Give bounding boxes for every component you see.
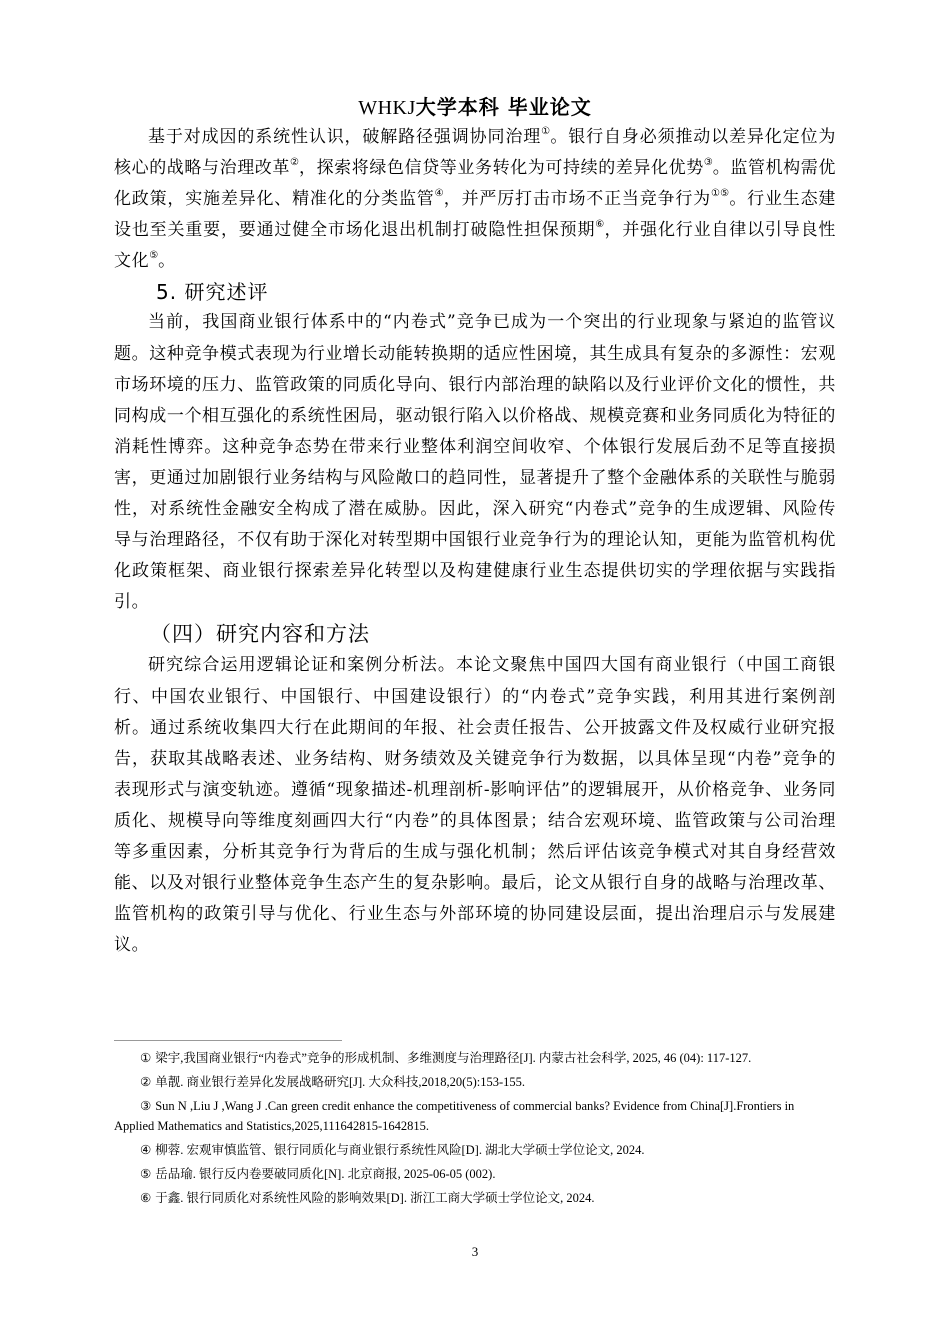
footnotes [114, 1048, 836, 1212]
footnote-reference: ③ [703, 157, 713, 169]
paragraph-text-run: ，并严厉打击市场不正当竞争行为 [443, 189, 711, 210]
footnote-divider [114, 1040, 342, 1041]
paragraph-text-run: 。监管机构需优化政策，实施差异化、精准化的分类监管 [114, 158, 836, 210]
paragraph-research-review: 当前，我国商业银行体系中的“内卷式”竞争已成为一个突出的行业现象与紧迫的监管议题。这种竞争模式表现为行业增长动能转换期的适应性困境，其生成具有复杂的多源性：宏观市场环境的压力、监管政策的同质化导向、银行内部治理的缺陷以及行业评价文化的惯性，共同构成一个相互强化的系统性困局，驱动银行陷入以价格战、规模竞赛和业务同质化为特征的消耗性博弈。这种竞争态势在带来行业整体利润空间收窄、个体银行发展后劲不足等直接损害，更通过加剧银行业务结构与风险敞口的趋同性，显著提升了整个金融体系的关联性与脆弱性，对系统性金融安全构成了潜在威胁。因此，深入研究“内卷式”竞争的生成逻辑、风险传导与治理路径，不仅有助于深化对转型期中国银行业竞争行为的理论认知，更能为监管机构优化政策框架、商业银行探索差异化转型以及构建健康行业生态提供切实的学理依据与实践指引。 [114, 312, 836, 613]
paragraph-text-run: 。银行自身必须推动以差异化定位为核心的战略与治理改革 [114, 127, 836, 179]
footnote-text: 梁宇,我国商业银行“内卷式”竞争的形成机制、多维测度与治理路径[J]. 内蒙古社会科学, 2025, 46 (04): 117-127. [155, 1051, 752, 1065]
footnote-text: Sun N ,Liu J ,Wang J .Can green credit enhance the competitiveness of commercial banks? Evidence from China[J].Frontiers in Applied Mathematics and Statistics,2025,111642815-1642815. [114, 1099, 795, 1133]
footnote-mark: ⑥ [140, 1190, 152, 1205]
footnote-reference: ⑥ [595, 219, 605, 231]
paragraph-text-run: ，并强化行业自律以引导良性文化 [114, 220, 837, 272]
paragraph-governance [114, 122, 836, 277]
footnote-mark: ⑤ [140, 1166, 152, 1181]
page-header [0, 94, 950, 121]
heading-research-review: 5. 研究述评 [156, 280, 269, 305]
footnote-text: 于鑫. 银行同质化对系统性风险的影响效果[D]. 浙江工商大学硕士学位论文, 2024. [155, 1191, 595, 1205]
footnote-reference: ①⑤ [710, 188, 730, 200]
heading-research-content-methods: （四）研究内容和方法 [150, 622, 370, 647]
paragraph-research-methods: 研究综合运用逻辑论证和案例分析法。本论文聚焦中国四大国有商业银行（中国工商银行、中国农业银行、中国银行、中国建设银行）的“内卷式”竞争实践，利用其进行案例剖析。通过系统收集四大行在此期间的年报、社会责任报告、公开披露文件及权威行业研究报告，获取其战略表述、业务结构、财务绩效及关键竞争行为数据，以具体呈现“内卷”竞争的表现形式与演变轨迹。遵循“现象描述-机理剖析-影响评估”的逻辑展开，从价格竞争、业务同质化、规模导向等维度刻画四大行“内卷”的具体图景；结合宏观环境、监管政策与公司治理等多重因素，分析其竞争行为背后的生成与强化机制；然后评估该竞争模式对其自身经营效能、以及对银行业整体竞争生态产生的复杂影响。最后，论文从银行自身的战略与治理改革、监管机构的政策引导与优化、行业生态与外部环境的协同建设层面，提出治理启示与发展建议。 [114, 655, 836, 956]
footnote-item [114, 1072, 836, 1092]
footnote-mark: ③ [140, 1098, 152, 1113]
footnote-text: 单靓. 商业银行差异化发展战略研究[J]. 大众科技,2018,20(5):153-155. [155, 1075, 525, 1089]
header-title: 大学本科 毕业论文 [415, 95, 592, 119]
footnote-reference: ⑤ [149, 250, 159, 262]
footnote-item [114, 1140, 836, 1160]
header-school-code: WHKJ [358, 97, 416, 119]
footnote-mark: ④ [140, 1142, 152, 1157]
footnote-mark: ① [140, 1050, 152, 1065]
footnote-mark: ② [140, 1074, 152, 1089]
footnote-item [114, 1048, 836, 1068]
main-text [114, 122, 836, 961]
paragraph-text-run: 基于对成因的系统性认识，破解路径强调协同治理 [148, 127, 542, 147]
footnote-text: 柳蓉. 宏观审慎监管、银行同质化与商业银行系统性风险[D]. 湖北大学硕士学位论文, 2024. [155, 1143, 645, 1157]
footnote-text: 岳品瑜. 银行反内卷要破同质化[N]. 北京商报, 2025-06-05 (002). [155, 1167, 496, 1181]
page-number: 3 [471, 1244, 479, 1259]
footnote-item [114, 1164, 836, 1184]
paragraph-text-run: ，探索将绿色信贷等业务转化为可持续的差异化优势 [298, 158, 704, 179]
footnote-item [114, 1188, 836, 1208]
footnote-reference: ① [541, 126, 551, 137]
paragraph-text-run: 。行业生态建设也至关重要，要通过健全市场化退出机制打破隐性担保预期 [114, 189, 836, 241]
footnote-reference: ④ [434, 188, 444, 200]
footnote-item [114, 1096, 836, 1136]
paragraph-text-run: 。 [158, 251, 176, 272]
footnote-reference: ② [290, 157, 299, 169]
